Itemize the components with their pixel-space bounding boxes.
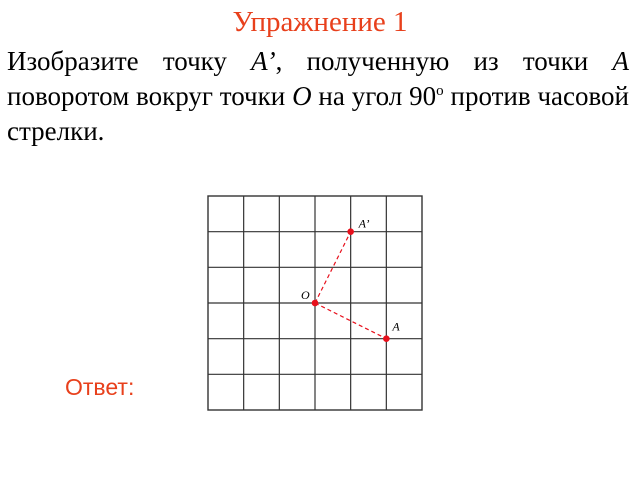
point-a1-dot — [347, 228, 354, 235]
point-a1-label: A’ — [358, 216, 370, 231]
answer-label: Ответ: — [65, 374, 135, 400]
point-a-label: A — [392, 319, 400, 334]
exercise-title: Упражнение 1 — [232, 6, 408, 38]
point-name-a: A — [612, 46, 629, 76]
degree-mark: о — [436, 83, 444, 99]
point-o-label: O — [301, 288, 310, 302]
point-a-dot — [383, 335, 390, 342]
task-text-part: поворотом вокруг точки — [7, 81, 293, 111]
task-text-part: против часовой стрелки. — [7, 81, 630, 146]
task-text-part: на угол 90 — [311, 81, 437, 111]
point-name-o: O — [292, 81, 312, 111]
task-text-part: Изобразите точку — [7, 46, 252, 76]
point-name-a-prime: A’ — [251, 46, 276, 76]
point-o-dot — [312, 300, 319, 307]
task-text-part: , полученную из точки — [275, 46, 613, 76]
